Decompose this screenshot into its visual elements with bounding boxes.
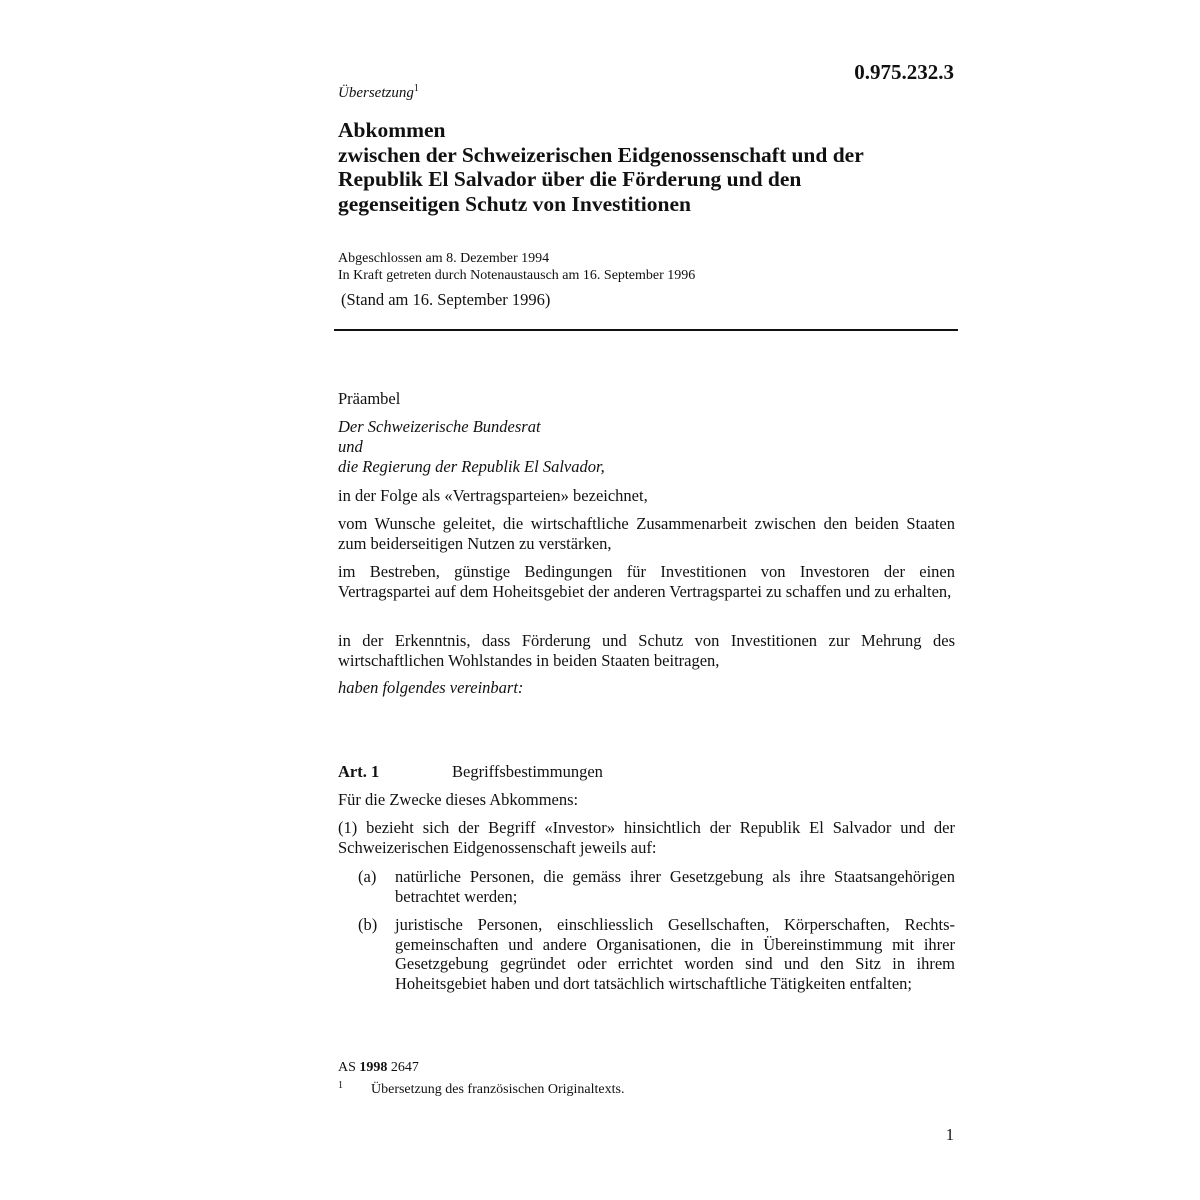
- translation-label: [338, 83, 419, 102]
- header-divider: [334, 329, 958, 331]
- title-line: zwischen der Schweizerischen Eidgenossenschaft und der: [338, 142, 864, 167]
- translation-footnote-ref: 1: [413, 83, 419, 94]
- preamble-paragraph: in der Folge als «Vertragsparteien» bezeichnet,: [338, 486, 648, 505]
- concluded-date: Abgeschlossen am 8. Dezember 1994: [338, 251, 550, 266]
- article-title: Begriffsbestimmungen: [452, 762, 603, 781]
- page-number: 1: [945, 1125, 954, 1144]
- list-item-text: natürliche Personen, die gemäss ihrer Gesetzgebung als ihre Staatsangehörigen betrachtet werden;: [395, 867, 955, 906]
- in-force-date: In Kraft getreten durch Notenaustausch am 16. September 1996: [338, 268, 696, 283]
- sr-number: 0.975.232.3: [854, 60, 954, 84]
- as-year: 1998: [359, 1060, 388, 1075]
- title-line: Republik El Salvador über die Förderung und den: [338, 167, 802, 191]
- footnote-marker: 1: [338, 1080, 343, 1091]
- translation-label-text: Übersetzung: [338, 85, 414, 101]
- list-item-marker: (a): [358, 867, 377, 886]
- preamble-paragraph: im Bestreben, günstige Bedingungen für Investitionen von Investoren der einen Vertragspartei auf dem Hoheitsgebiet der anderen Vertragspartei zu schaffen und zu erhalten,: [338, 562, 955, 601]
- footnote-text: Übersetzung des französischen Originaltexts.: [371, 1082, 625, 1097]
- as-reference: [338, 1060, 419, 1076]
- title-line: Abkommen: [338, 118, 446, 142]
- article-paragraph: (1) bezieht sich der Begriff «Investor» hinsichtlich der Republik El Salvador und der Schweizerischen Eidgenossenschaft jeweils auf:: [338, 818, 955, 857]
- document-title: [338, 118, 958, 216]
- as-prefix: AS: [338, 1060, 356, 1075]
- preamble-paragraph: in der Erkenntnis, dass Förderung und Schutz von Investitionen zur Mehrung des wirtschaftlichen Wohlstandes in beiden Staaten beitragen,: [338, 631, 955, 670]
- as-page: 2647: [390, 1060, 419, 1075]
- title-line: gegenseitigen Schutz von Investitionen: [338, 191, 691, 216]
- preamble-closing: haben folgendes vereinbart:: [338, 678, 524, 697]
- preamble-party: Der Schweizerische Bundesrat: [338, 417, 541, 436]
- article-intro: Für die Zwecke dieses Abkommens:: [338, 790, 579, 809]
- preamble-heading: Präambel: [338, 389, 401, 408]
- preamble-party: und: [338, 437, 363, 456]
- list-item-text: juristische Personen, einschliesslich Gesellschaften, Körperschaften, Rechtsgemeinschaften und andere Organisationen, die in Übereinstimmung mit ihrer Gesetzgebung gegründet oder errichtet worden sind und den Sitz in ihrem Hoheitsgebiet haben und dort tatsächlich wirtschaftliche Tätigkeiten entfalten;: [395, 915, 955, 993]
- list-item-marker: (b): [358, 915, 378, 934]
- article-label: Art. 1: [338, 762, 380, 781]
- preamble-party: die Regierung der Republik El Salvador,: [338, 457, 605, 476]
- status-date: (Stand am 16. September 1996): [341, 290, 551, 309]
- preamble-paragraph: vom Wunsche geleitet, die wirtschaftliche Zusammenarbeit zwischen den beiden Staaten zum beiderseitigen Nutzen zu verstärken,: [338, 514, 955, 553]
